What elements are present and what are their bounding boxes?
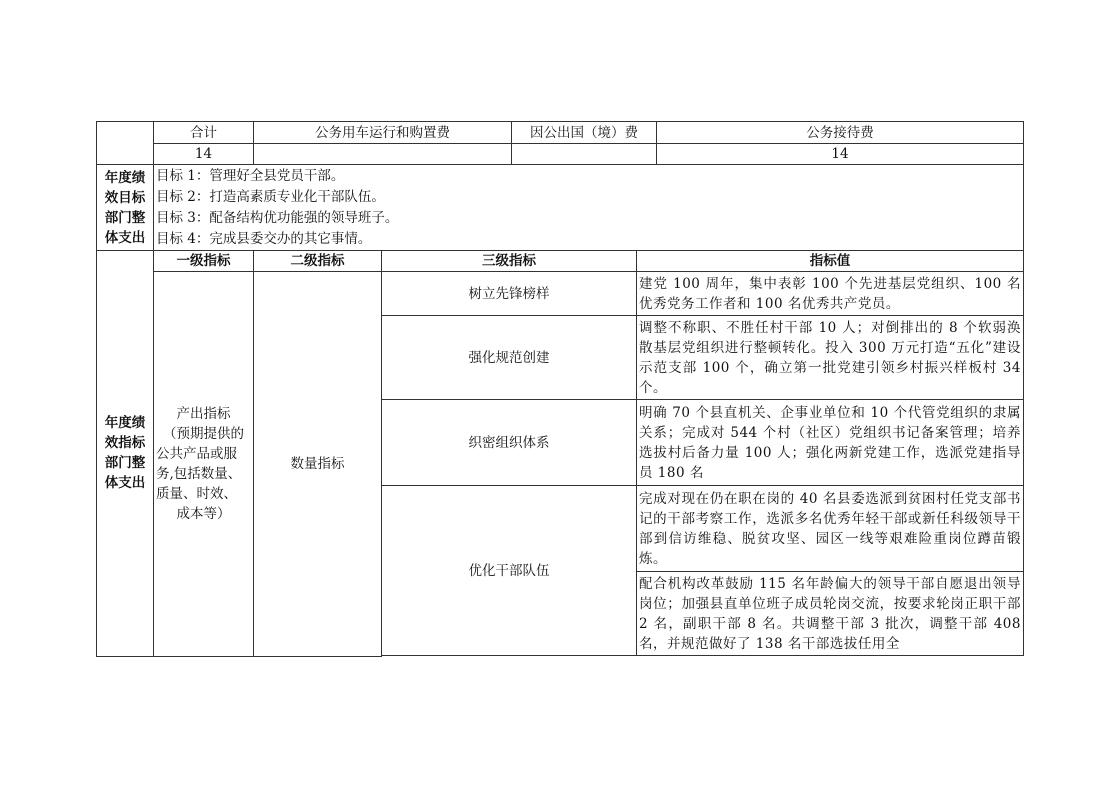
label-line: 效指标 — [104, 435, 146, 452]
level1-line: 产出指标 — [176, 405, 231, 422]
level3-cell: 优化干部队伍 — [382, 486, 637, 656]
indicators-section-label — [97, 251, 154, 657]
level1-line: 成本等） — [176, 505, 231, 522]
goals-section-label — [97, 165, 154, 251]
expense-header-row — [97, 122, 1024, 144]
level1-line: 务,包括数量、 — [156, 465, 242, 482]
level1-cell — [154, 272, 254, 657]
level1-header: 一级指标 — [154, 251, 254, 272]
total-header: 合计 — [154, 122, 254, 144]
spacer — [382, 656, 1024, 657]
vehicle-cost-header: 公务用车运行和购置费 — [254, 122, 512, 144]
level2-header: 二级指标 — [254, 251, 382, 272]
label-line: 效目标 — [104, 189, 146, 206]
goal-item: 目标 4：完成县委交办的其它事情。 — [156, 230, 372, 247]
label-line: 年度绩 — [104, 415, 146, 432]
abroad-cost-header: 因公出国（境）费 — [512, 122, 657, 144]
label-line: 体支出 — [104, 229, 146, 246]
empty-label-cell — [97, 122, 154, 165]
goal-item: 目标 2：打造高素质专业化干部队伍。 — [156, 188, 385, 205]
total-value: 14 — [154, 144, 254, 165]
level1-line: 公共产品或服 — [156, 445, 237, 462]
budget-performance-table — [96, 121, 1024, 657]
indicator-value: 调整不称职、不胜任村干部 10 人；对倒排出的 8 个软弱涣散基层党组织进行整顿转化。投入 300 万元打造“五化”建设示范支部 100 个，确立第一批党建引领乡村振兴样板村 34 个。 — [637, 316, 1024, 400]
vehicle-cost-value — [254, 144, 512, 165]
reception-cost-value: 14 — [657, 144, 1024, 165]
expense-values-row — [97, 144, 1024, 165]
value-header: 指标值 — [637, 251, 1024, 272]
label-line: 年度绩 — [104, 169, 146, 186]
level3-cell: 强化规范创建 — [382, 316, 637, 400]
indicator-row — [97, 272, 1024, 316]
label-line: 部门整 — [104, 455, 146, 472]
abroad-cost-value — [512, 144, 657, 165]
goals-row — [97, 165, 1024, 251]
label-line: 部门整 — [104, 209, 146, 226]
goals-list — [154, 165, 1024, 251]
level1-line: （预期提供的 — [163, 425, 244, 442]
level3-cell: 织密组织体系 — [382, 400, 637, 486]
indicator-value: 明确 70 个县直机关、企事业单位和 10 个代管党组织的隶属关系；完成对 544 个村（社区）党组织书记备案管理；培养选拔村后备力量 100 人；强化两新党建工作，选派党建指导员 180 名 — [637, 400, 1024, 486]
level2-cell: 数量指标 — [254, 272, 382, 657]
indicator-header-row — [97, 251, 1024, 272]
indicator-value: 完成对现在仍在职在岗的 40 名县委选派到贫困村任党支部书记的干部考察工作，选派多名优秀年轻干部或新任科级领导干部到信访维稳、脱贫攻坚、园区一线等艰难险重岗位蹲苗锻炼。 — [637, 486, 1024, 572]
goal-item: 目标 1：管理好全县党员干部。 — [156, 167, 345, 184]
level3-cell: 树立先锋榜样 — [382, 272, 637, 316]
label-line: 体支出 — [104, 475, 146, 492]
indicator-value: 配合机构改革鼓励 115 名年龄偏大的领导干部自愿退出领导岗位；加强县直单位班子成员轮岗交流，按要求轮岗正职干部 2 名，副职干部 8 名。共调整干部 3 批次，调整干部 408 名，并规范做好了 138 名干部选拔任用全 — [637, 572, 1024, 656]
reception-cost-header: 公务接待费 — [657, 122, 1024, 144]
level1-line: 质量、时效、 — [156, 485, 237, 502]
level3-header: 三级指标 — [382, 251, 637, 272]
indicator-value: 建党 100 周年，集中表彰 100 个先进基层党组织、100 名优秀党务工作者和 100 名优秀共产党员。 — [637, 272, 1024, 316]
goal-item: 目标 3：配备结构优功能强的领导班子。 — [156, 209, 399, 226]
